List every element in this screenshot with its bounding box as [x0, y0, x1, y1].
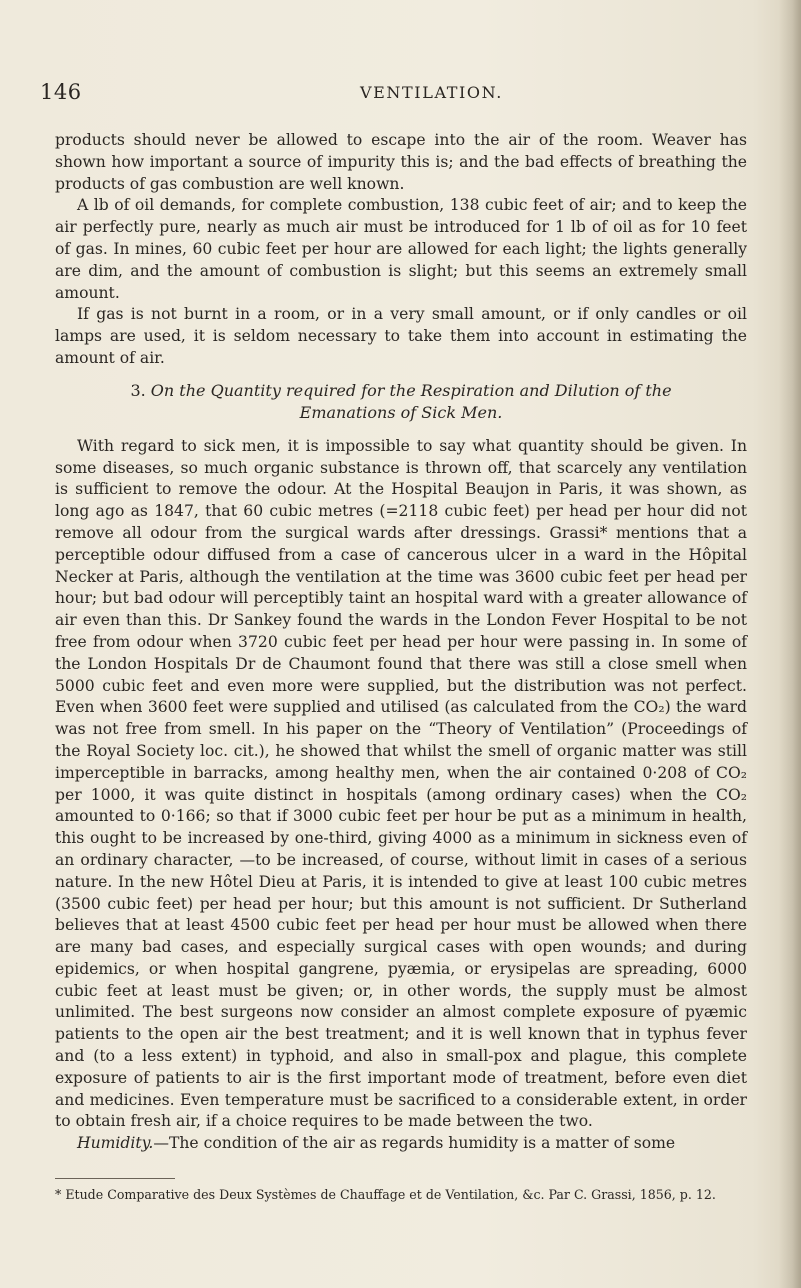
section-heading: [55, 380, 747, 424]
body-text: [55, 130, 747, 1155]
footnote-rule: [55, 1178, 175, 1179]
paragraph: [55, 1133, 747, 1155]
paragraph: If gas is not burnt in a room, or in a very small amount, or if only candles or oil lamps are used, it is seldom necessary to take them into account in estimating the amount of air.: [55, 305, 747, 367]
section-number: 3.: [130, 380, 146, 400]
side-heading: Humidity.: [77, 1134, 154, 1153]
paragraph: A lb of oil demands, for complete combustion, 138 cubic feet of air; and to keep the air perfectly pure, nearly as much air must be introduced for 1 lb of oil as for 10 feet of gas. In mines, 60 cubic feet per hour are allowed for each light; the lights generally are dim, and the amount of combustion is slight; but this seems an extremely small amount.: [55, 196, 747, 302]
section-title-line-2: Emanations of Sick Men.: [299, 402, 503, 422]
section-title-line-1: On the Quantity required for the Respiration and Dilution of the: [150, 380, 672, 400]
paragraph: With regard to sick men, it is impossible to say what quantity should be given. In some diseases, so much organic substance is thrown off, that scarcely any ventilation is sufficient to remove the odour. At the Hospital Beaujon in Paris, it was shown, as long ago as 1847, that 60 cubic metres (=2118 cubic feet) per head per hour did not remove all odour from the surgical wards after dressings. Grassi* mentions that a perceptible odour diffused from a case of cancerous ulcer in a ward in the Hôpital Necker at Paris, although the ventilation at the time was 3600 cubic feet per head per hour; but bad odour will perceptibly taint an hospital ward with a greater allowance of air even than this. Dr Sankey found the wards in the London Fever Hospital to be not free from odour when 3720 cubic feet per head per hour were passing in. In some of the London Hospitals Dr de Chaumont found that there was still a close smell when 5000 cubic feet and even more were supplied, but the distribution was not perfect. Even when 3600 feet were supplied and utilised (as calculated from the CO₂) the ward was not free from smell. In his paper on the “Theory of Ventilation” (Proceedings of the Royal Society loc. cit.), he showed that whilst the smell of organic matter was still imperceptible in barracks, among healthy men, when the air contained 0·208 of CO₂ per 1000, it was quite distinct in hospitals (among ordinary cases) when the CO₂ amounted to 0·166; so that if 3000 cubic feet per hour be put as a minimum in health, this ought to be increased by one-third, giving 4000 as a minimum in sickness even of an ordinary character, —to be increased, of course, without limit in cases of a serious nature. In the new Hôtel Dieu at Paris, it is intended to give at least 100 cubic metres (3500 cubic feet) per head per hour; but this amount is not sufficient. Dr Sutherland believes that at least 4500 cubic feet per head per hour must be allowed when there are many bad cases, and especially surgical cases with open wounds; and during epidemics, or when hospital gangrene, pyæmia, or erysipelas are spreading, 6000 cubic feet at least must be given; or, in other words, the supply must be almost unlimited. The best surgeons now consider an almost complete exposure of pyæmic patients to the open air the best treatment; and it is well known that in typhus fever and (to a less extent) in typhoid, and also in small-pox and plague, this complete exposure of patients to air is the first important mode of treatment, before even diet and medicines. Even temperature must be sacrificed to a considerable extent, in order to obtain fresh air, if a choice requires to be made between the two.: [55, 436, 747, 1131]
page-edge-shadow: [779, 0, 801, 1288]
paragraph-text: —The condition of the air as regards humidity is a matter of some: [153, 1134, 676, 1153]
page-header: [40, 80, 740, 110]
paragraph: products should never be allowed to escape into the air of the room. Weaver has shown how important a source of impurity this is; and the bad effects of breathing the products of gas combustion are well known.: [55, 131, 747, 193]
footnote: [55, 1186, 747, 1204]
footnote-text: Etude Comparative des Deux Systèmes de Chauffage et de Ventilation, &c. Par C. Grassi, 1856, p. 12.: [65, 1187, 716, 1202]
footnote-marker: *: [55, 1187, 62, 1202]
page-number: 146: [40, 80, 82, 104]
running-head: VENTILATION.: [360, 83, 503, 102]
